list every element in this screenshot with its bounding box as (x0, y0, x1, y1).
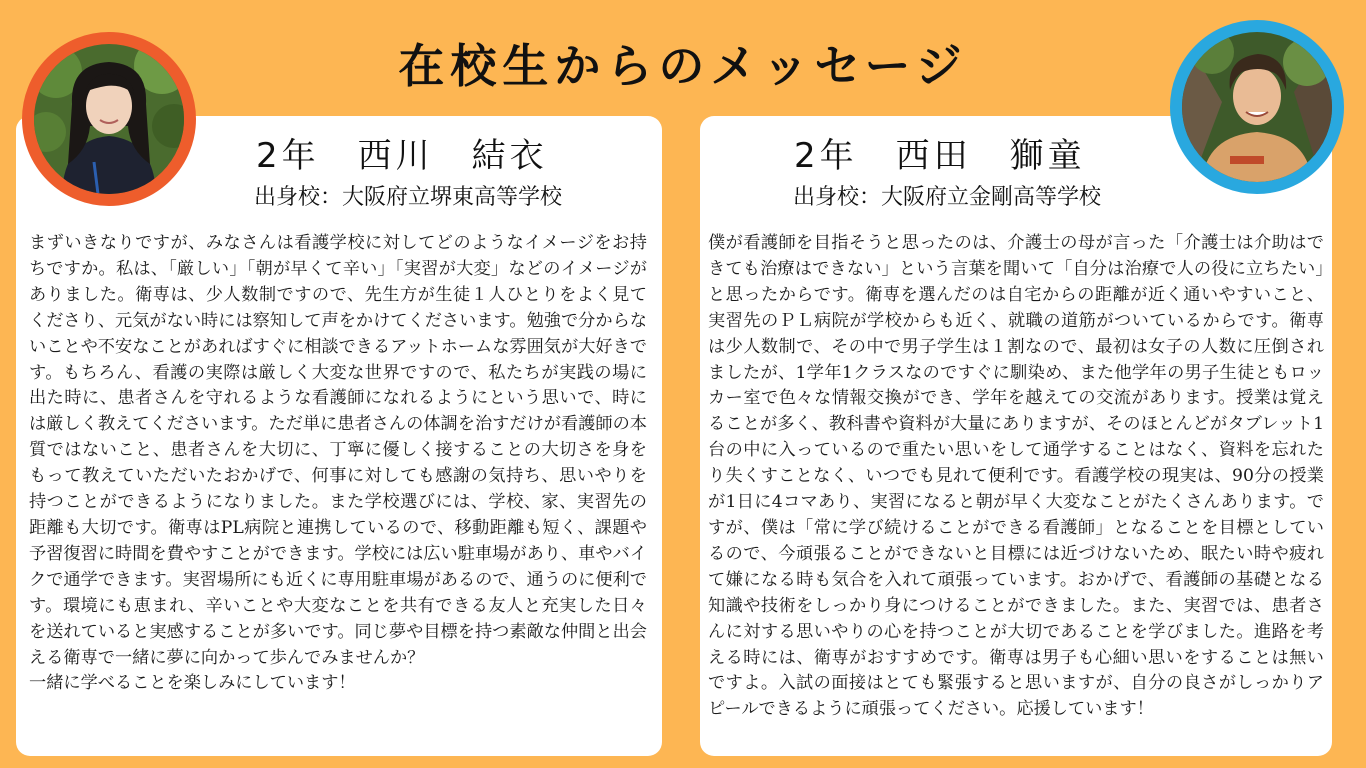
student-name-right: 2年 西田 獅童 (794, 136, 1086, 176)
student-message-right: 僕が看護師を目指そうと思ったのは、介護士の母が言った「介護士は介助はできても治療はできない」という言葉を聞いて「自分は治療で人の役に立ちたい」と思ったからです。衛専を選んだのは自宅からの距離が近く通いやすいこと、実習先のＰＬ病院が学校からも近く、就職の道筋がついているからです。衛専は少人数制で、その中で男子学生は１割なので、最初は女子の人数に圧倒されましたが、1学年1クラスなのですぐに馴染め、また他学年の男子生徒ともロッカー室で色々な情報交換ができ、学年を越えての交流があります。授業は覚えることが多く、教科書や資料が大量にありますが、そのほとんどがタブレット1台の中に入っているので重たい思いをして通学することはなく、資料を忘れたり失くすことなく、いつでも見れて便利です。看護学校の現実は、90分の授業が1日に4コマあり、実習になると朝が早く大変なことがたくさんあります。ですが、僕は「常に学び続けることができる看護師」となることを目標としているので、今頑張ることができないと目標には近づけないため、眠たい時や疲れて嫌になる時も気合を入れて頑張っています。おかげで、看護師の基礎となる知識や技術をしっかり身につけることができました。また、実習では、患者さんに対する思いやりの心を持つことが大切であることを学びました。進路を考える時には、衛専がおすすめです。衛専は男子も心細い思いをすることは無いですよ。入試の面接はとても緊張すると思いますが、自分の良さがしっかりアピールできるように頑張ってください。応援しています！ (708, 233, 1324, 720)
student-school-left: 出身校：大阪府立堺東高等学校 (254, 185, 563, 210)
student-message-left: まずいきなりですが、みなさんは看護学校に対してどのようなイメージをお持ちですか。私は、「厳しい」「朝が早くて辛い」「実習が大変」などのイメージがありました。衛専は、少人数制ですので、先生方が生徒１人ひとりをよく見てくださり、元気がない時には察知して声をかけてくださいます。勉強で分からないことや不安なことがあればすぐに相談できるアットホームな雰囲気が大好きです。もちろん、看護の実際は厳しく大変な世界ですので、私たちが実践の場に出た時に、患者さんを守れるような看護師になれるようにという思いで、時には厳しく教えてくださいます。ただ単に患者さんの体調を治すだけが看護師の本質ではないこと、患者さんを大切に、丁寧に優しく接することの大切さを身をもって教えていただいたおかげで、何事に対しても感謝の気持ち、思いやりを持つことができるようになりました。また学校選びには、学校、家、実習先の距離も大切です。衛専はPL病院と連携しているので、移動距離も短く、課題や予習復習に時間を費やすことができます。学校には広い駐車場があり、車やバイクで通学できます。実習場所にも近くに専用駐車場があるので、通うのに便利です。環境にも恵まれ、辛いことや大変なことを共有できる友人と充実した日々を送れていると実感することが多いです。同じ夢や目標を持つ素敵な仲間と出会える衛専で一緒に夢に向かって歩んでみませんか？ 一緒に学べることを楽しみにしています！ (29, 233, 647, 694)
student-name-left: 2年 西川 結衣 (256, 136, 548, 176)
student-photo-right (1170, 20, 1344, 194)
student-photo-right-image (1182, 32, 1332, 182)
student-photo-left (22, 32, 196, 206)
page-title: 在校生からのメッセージ (398, 39, 968, 93)
student-school-right: 出身校：大阪府立金剛高等学校 (793, 185, 1102, 210)
student-photo-left-image (34, 44, 184, 194)
